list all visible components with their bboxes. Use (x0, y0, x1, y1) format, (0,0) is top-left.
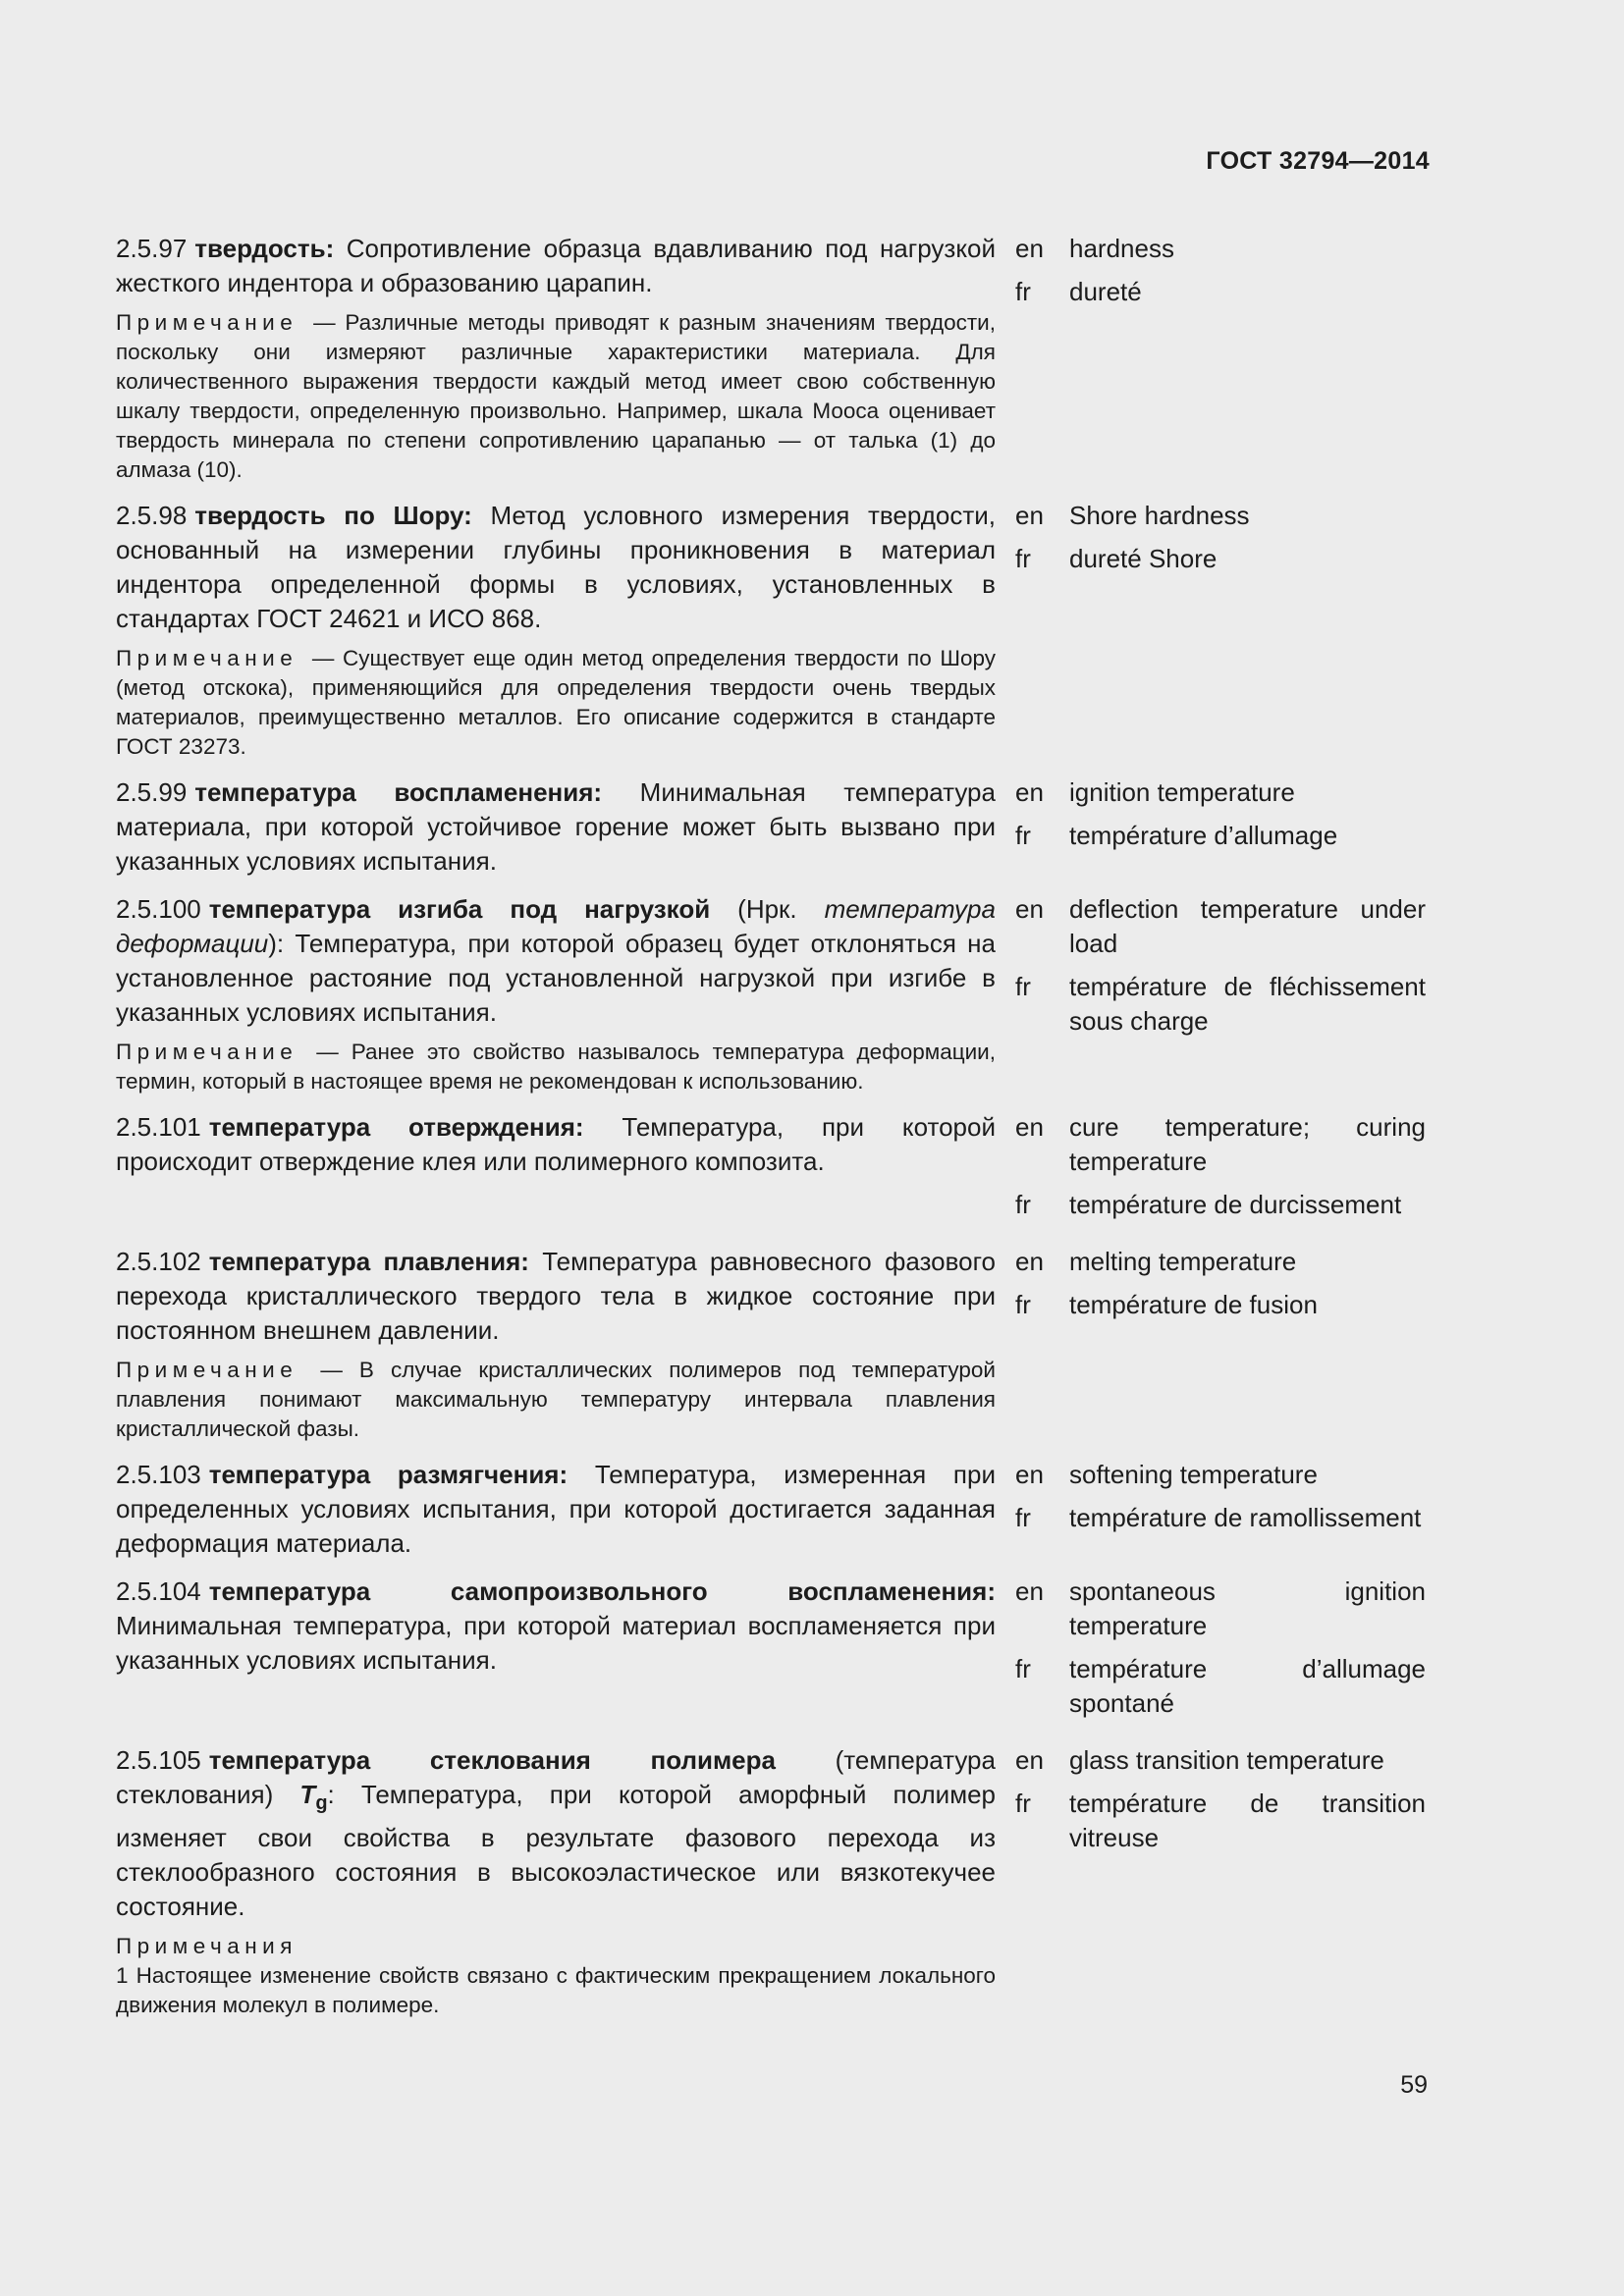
definition-prefix: (Нрк. (710, 894, 825, 924)
definition (116, 499, 996, 636)
translations-column (1015, 1458, 1426, 1561)
definition-text: ): Температура, при которой образец будет отклоняться на установленное растояние под установленной нагрузкой при изгибе в указанных условиях испытания. (116, 929, 996, 1027)
translation-fr (1015, 542, 1426, 576)
term-entry (116, 499, 1430, 762)
translation-fr (1015, 819, 1426, 853)
lang-code: fr (1015, 1654, 1031, 1683)
definition-column (116, 892, 996, 1096)
term-entry (116, 1245, 1430, 1444)
term-number: 2.5.104 (116, 1576, 201, 1606)
definition-text: Температура, измеренная при определенных условиях испытания, при которой достигается заданная деформация материала. (116, 1460, 996, 1558)
term-number: 2.5.102 (116, 1247, 201, 1276)
definition-column (116, 1110, 996, 1231)
lang-code: en (1015, 1745, 1044, 1775)
definition-column (116, 1245, 996, 1444)
lang-code: en (1015, 894, 1044, 924)
translation-en (1015, 1245, 1426, 1279)
translation-term: ignition temperature (1069, 777, 1295, 807)
translations-column (1015, 1575, 1426, 1730)
definition (116, 1575, 996, 1678)
lang-code: fr (1015, 972, 1031, 1001)
lang-code: en (1015, 1576, 1044, 1606)
term-name: твердость по Шору: (194, 501, 472, 530)
lang-code: en (1015, 1460, 1044, 1489)
translation-term: glass transition temperature (1069, 1745, 1384, 1775)
definition-column (116, 499, 996, 762)
note-text: — Ранее это свойство называлось температура деформации, термин, который в настоящее время не рекомендован к использованию. (116, 1040, 996, 1094)
term-entry (116, 1458, 1430, 1561)
notes-title: Примечания (116, 1934, 298, 1958)
terms-list (116, 232, 1430, 2034)
page-number: 59 (1400, 2071, 1428, 2099)
note-label: Примечание (116, 310, 298, 335)
term-number: 2.5.97 (116, 234, 188, 263)
translations-column (1015, 1245, 1426, 1444)
translation-en (1015, 892, 1426, 961)
term-entry (116, 775, 1430, 879)
definition (116, 1245, 996, 1348)
translation-en (1015, 1743, 1426, 1778)
translation-term: dureté Shore (1069, 544, 1218, 573)
definition (116, 775, 996, 879)
lang-code: fr (1015, 277, 1031, 306)
lang-code: en (1015, 1247, 1044, 1276)
translation-term: spontaneous ignition temperature (1069, 1576, 1426, 1640)
note-text: — Существует еще один метод определения твердости по Шору (метод отскока), применяющийся для определения твердости очень твердых материалов, преимущественно металлов. Его описание содержится в стандарте ГОСТ 23273. (116, 646, 996, 759)
note-label: Примечание (116, 646, 298, 670)
note (116, 1038, 996, 1096)
translations-column (1015, 499, 1426, 762)
lang-code: en (1015, 501, 1044, 530)
definition-column (116, 232, 996, 485)
definition-column (116, 1743, 996, 2020)
translation-term: température d’allumage spontané (1069, 1654, 1426, 1718)
note: 1 Настоящее изменение свойств связано с фактическим прекращением локального движения молекул в полимере. (116, 1963, 996, 2017)
term-entry (116, 1575, 1430, 1730)
lang-code: fr (1015, 1190, 1031, 1219)
definition (116, 232, 996, 300)
translations-column (1015, 775, 1426, 879)
translation-en (1015, 775, 1426, 810)
translation-en (1015, 1110, 1426, 1179)
term-entry (116, 892, 1430, 1096)
term-entry (116, 232, 1430, 485)
translation-term: deflection temperature under load (1069, 894, 1426, 958)
deprecated-term: температура деформации (116, 894, 996, 958)
translation-en (1015, 499, 1426, 533)
note-label: Примечание (116, 1358, 298, 1382)
lang-code: fr (1015, 821, 1031, 850)
translation-term: température de durcissement (1069, 1190, 1402, 1219)
translation-term: dureté (1069, 277, 1142, 306)
term-number: 2.5.103 (116, 1460, 201, 1489)
term-name: температура самопроизвольного воспламенения: (208, 1576, 996, 1606)
definition-text: Метод условного измерения твердости, основанный на измерении глубины проникновения в материал индентора определенной формы в условиях, установленных в стандартах ГОСТ 24621 и ИСО 868. (116, 501, 996, 633)
translation-en (1015, 1458, 1426, 1492)
note-text: — В случае кристаллических полимеров под температурой плавления понимают максимальную температуру интервала плавления кристаллической фазы. (116, 1358, 996, 1441)
note (116, 644, 996, 762)
term-name: температура размягчения: (208, 1460, 568, 1489)
term-name: твердость: (194, 234, 335, 263)
term-number: 2.5.101 (116, 1112, 201, 1142)
definition-column (116, 1458, 996, 1561)
translation-term: cure temperature; curing temperature (1069, 1112, 1426, 1176)
translation-fr (1015, 1288, 1426, 1322)
definition-column (116, 775, 996, 879)
term-number: 2.5.100 (116, 894, 201, 924)
translation-fr (1015, 970, 1426, 1039)
lang-code: fr (1015, 1503, 1031, 1532)
lang-code: en (1015, 777, 1044, 807)
definition-text: : Температура, при которой аморфный полимер изменяет свои свойства в результате фазового перехода из стеклообразного состояния в высокоэластическое или вязкотекучее состояние. (116, 1780, 996, 1921)
translation-term: température de ramollissement (1069, 1503, 1422, 1532)
term-number: 2.5.99 (116, 777, 188, 807)
note (116, 308, 996, 485)
translations-column (1015, 892, 1426, 1096)
definition-text: Сопротивление образца вдавливанию под нагрузкой жесткого индентора и образованию царапин. (116, 234, 996, 297)
lang-code: fr (1015, 1290, 1031, 1319)
note-text: — Различные методы приводят к разным значениям твердости, поскольку они измеряют различные характеристики материала. Для количественного выражения твердости каждый метод имеет свою собственную шкалу твердости, определенную произвольно. Например, шкала Мооса оценивает твердость минерала по степени сопротивлению царапанью — от талька (1) до алмаза (10). (116, 310, 996, 482)
translation-term: Shore hardness (1069, 501, 1250, 530)
term-number: 2.5.105 (116, 1745, 201, 1775)
lang-code: fr (1015, 1789, 1031, 1818)
term-name: температура стеклования полимера (208, 1745, 776, 1775)
translation-fr (1015, 1787, 1426, 1855)
lang-code: en (1015, 234, 1044, 263)
translation-term: température de fléchissement sous charge (1069, 972, 1426, 1036)
translation-term: température de transition vitreuse (1069, 1789, 1426, 1852)
term-name: температура изгиба под нагрузкой (208, 894, 711, 924)
translation-fr (1015, 1188, 1426, 1222)
definition-column (116, 1575, 996, 1730)
note-label: Примечание (116, 1040, 298, 1064)
symbol: T (299, 1780, 316, 1809)
term-name: температура отверждения: (208, 1112, 584, 1142)
definition-text: Минимальная температура материала, при которой устойчивое горение может быть вызвано при указанных условиях испытания. (116, 777, 996, 876)
translations-column (1015, 1110, 1426, 1231)
translations-column (1015, 1743, 1426, 2020)
note (116, 1356, 996, 1444)
definition-text: Температура равновесного фазового перехода кристаллического твердого тела в жидкое состояние при постоянном внешнем давлении. (116, 1247, 996, 1345)
lang-code: fr (1015, 544, 1031, 573)
translation-term: softening temperature (1069, 1460, 1318, 1489)
translation-fr (1015, 1652, 1426, 1721)
translation-term: température d’allumage (1069, 821, 1338, 850)
translation-fr (1015, 1501, 1426, 1535)
definition (116, 1743, 996, 1924)
definition-text: Температура, при которой происходит отверждение клея или полимерного композита. (116, 1112, 996, 1176)
term-number: 2.5.98 (116, 501, 188, 530)
definition-prefix: (температура стеклования) (116, 1745, 996, 1809)
lang-code: en (1015, 1112, 1044, 1142)
translation-fr (1015, 275, 1426, 309)
term-entry (116, 1743, 1430, 2020)
term-name: температура плавления: (208, 1247, 529, 1276)
translation-en (1015, 1575, 1426, 1643)
definition (116, 892, 996, 1030)
definition-text: Минимальная температура, при которой материал воспламеняется при указанных условиях испытания. (116, 1611, 996, 1675)
translation-en (1015, 232, 1426, 266)
definition (116, 1458, 996, 1561)
definition (116, 1110, 996, 1179)
page-header-standard: ГОСТ 32794—2014 (1206, 147, 1430, 175)
symbol-subscript: g (315, 1792, 328, 1814)
term-name: температура воспламенения: (194, 777, 603, 807)
translations-column (1015, 232, 1426, 485)
term-entry (116, 1110, 1430, 1231)
translation-term: hardness (1069, 234, 1174, 263)
translation-term: température de fusion (1069, 1290, 1318, 1319)
translation-term: melting temperature (1069, 1247, 1297, 1276)
